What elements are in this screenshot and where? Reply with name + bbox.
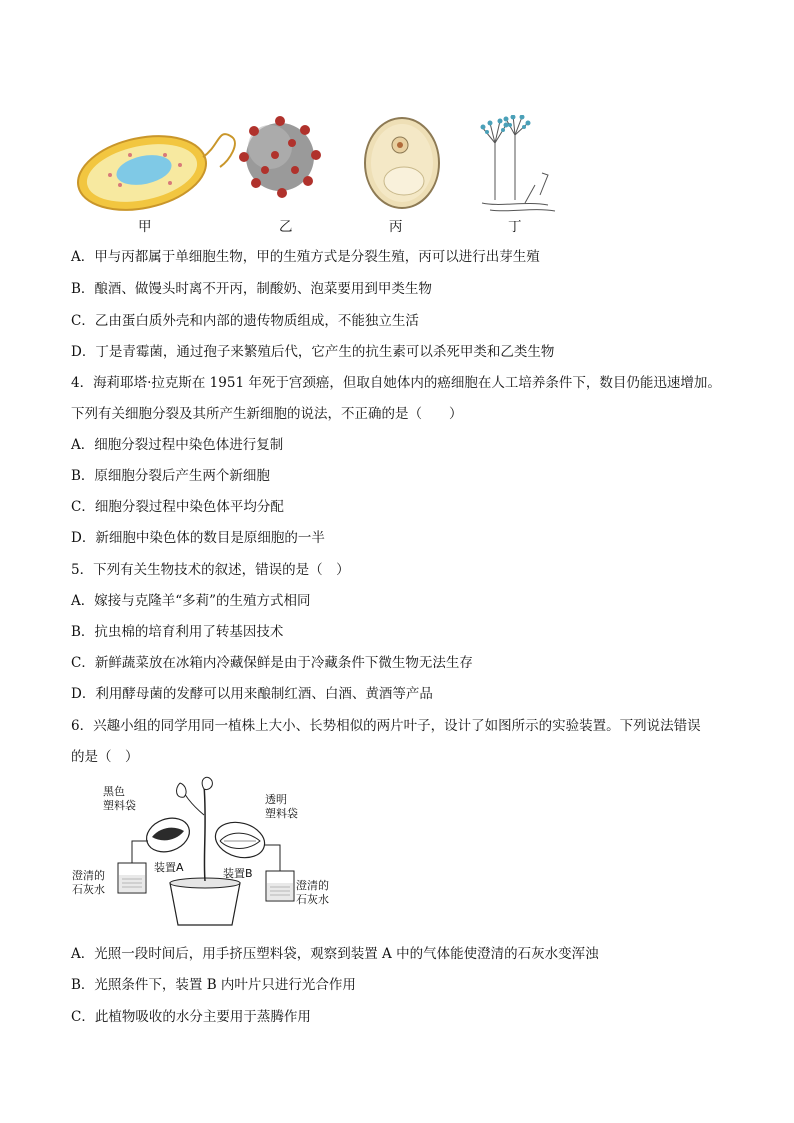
label-black-bag-2: 塑料袋 [103,799,136,812]
label-limewater-right-1: 澄清的 [296,879,329,892]
label-limewater-left-1: 澄清的 [72,869,105,882]
q4-option-a: A．细胞分裂过程中染色体进行复制 [71,437,284,453]
q6-stem-line1: 6．兴趣小组的同学用同一植株上大小、长势相似的两片叶子，设计了如图所示的实验装置。下列说法错误 [71,718,701,734]
q4-option-c: C．细胞分裂过程中染色体平均分配 [71,499,284,515]
caption-yi: 乙 [279,219,293,235]
q4-stem-line1: 4．海莉耶塔·拉克斯在 1951 年死于宫颈癌，但取自她体内的癌细胞在人工培养条件下，数目仍能迅速增加。 [71,375,721,391]
q4-option-d: D．新细胞中染色体的数目是原细胞的一半 [71,530,325,546]
q3-option-c: C．乙由蛋白质外壳和内部的遗传物质组成，不能独立生活 [71,313,419,329]
caption-jia: 甲 [138,219,152,235]
label-limewater-left-2: 石灰水 [72,883,105,896]
yeast-illustration [365,118,439,208]
label-clear-bag-2: 塑料袋 [265,807,298,820]
plant-experiment-figure [70,775,350,935]
label-device-b: 装置B [223,867,253,880]
q6-stem-line2: 的是（ ） [71,749,139,765]
label-black-bag-1: 黑色 [103,785,125,798]
label-device-a: 装置A [154,861,184,874]
q5-stem: 5．下列有关生物技术的叙述，错误的是（ ） [71,562,350,578]
q4-option-b: B．原细胞分裂后产生两个新细胞 [71,468,270,484]
penicillium-illustration [481,115,556,211]
q3-option-b: B．酿酒、做馒头时离不开丙，制酸奶、泡菜要用到甲类生物 [71,281,432,297]
q5-option-a: A．嫁接与克隆羊“多莉”的生殖方式相同 [71,593,311,609]
q6-option-c: C．此植物吸收的水分主要用于蒸腾作用 [71,1009,311,1025]
q5-option-d: D．利用酵母菌的发酵可以用来酿制红酒、白酒、黄酒等产品 [71,686,433,702]
label-clear-bag-1: 透明 [265,793,287,806]
caption-ding: 丁 [508,219,522,235]
q3-option-d: D．丁是青霉菌，通过孢子来繁殖后代，它产生的抗生素可以杀死甲类和乙类生物 [71,344,555,360]
q5-option-b: B．抗虫棉的培育利用了转基因技术 [71,624,284,640]
q5-option-c: C．新鲜蔬菜放在冰箱内冷藏保鲜是由于冷藏条件下微生物无法生存 [71,655,473,671]
q4-stem-line2: 下列有关细胞分裂及其所产生新细胞的说法，不正确的是（ ） [71,406,463,422]
q6-option-b: B．光照条件下，装置 B 内叶片只进行光合作用 [71,977,356,993]
caption-bing: 丙 [389,219,403,235]
q6-option-a: A．光照一段时间后，用手挤压塑料袋，观察到装置 A 中的气体能使澄清的石灰水变浑浊 [71,946,599,962]
bacterium-illustration [71,125,235,220]
q3-option-a: A．甲与丙都属于单细胞生物，甲的生殖方式是分裂生殖，丙可以进行出芽生殖 [71,249,540,265]
virus-illustration [239,116,321,198]
label-limewater-right-2: 石灰水 [296,893,329,906]
